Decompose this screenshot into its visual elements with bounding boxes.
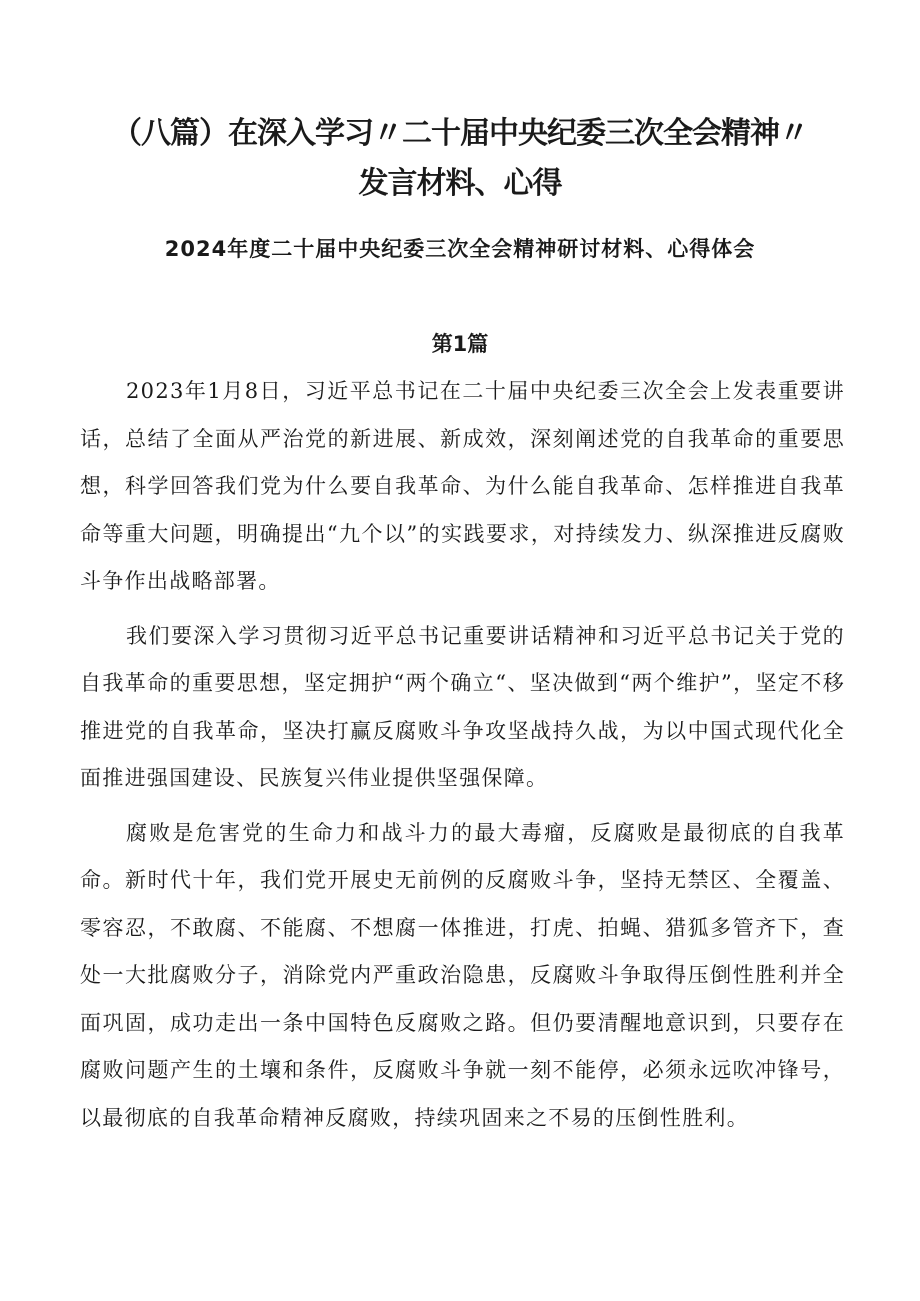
document-subtitle: 2024年度二十届中央纪委三次全会精神研讨材料、心得体会 <box>164 237 756 261</box>
body-paragraph: 腐败是危害党的生命力和战斗力的最大毒瘤，反腐败是最彻底的自我革命。新时代十年，我们党开展史无前例的反腐败斗争，坚持无禁区、全覆盖、零容忍，不敢腐、不能腐、不想腐一体推进，打虎、拍蝇、猎狐多管齐下，查处一大批腐败分子，消除党内严重政治隐患，反腐败斗争取得压倒性胜利并全面巩固，成功走出一条中国特色反腐败之路。但仍要清醒地意识到，只要存在腐败问题产生的土壤和条件，反腐败斗争就一刻不能停，必须永远吹冲锋号，以最彻底的自我革命精神反腐败，持续巩固来之不易的压倒性胜利。 <box>80 820 845 1130</box>
document-title-line-1: （八篇）在深入学习〃二十届中央纪委三次全会精神〃 <box>112 116 808 151</box>
document-title-line-2: 发言材料、心得 <box>358 166 562 201</box>
document-body <box>80 368 845 1149</box>
body-paragraph: 2023年1月8日，习近平总书记在二十届中央纪委三次全会上发表重要讲话，总结了全面从严治党的新进展、新成效，深刻阐述党的自我革命的重要思想，科学回答我们党为什么要自我革命、为什么能自我革命、怎样推进自我革命等重大问题，明确提出“九个以”的实践要求，对持续发力、纵深推进反腐败斗争作出战略部署。 <box>80 379 845 593</box>
body-paragraph: 我们要深入学习贯彻习近平总书记重要讲话精神和习近平总书记关于党的自我革命的重要思想，坚定拥护“两个确立“、坚决做到“两个维护”，坚定不移推进党的自我革命，坚决打赢反腐败斗争攻坚战持久战，为以中国式现代化全面推进强国建设、民族复兴伟业提供坚强保障。 <box>80 623 845 790</box>
section-heading: 第1篇 <box>431 332 489 356</box>
